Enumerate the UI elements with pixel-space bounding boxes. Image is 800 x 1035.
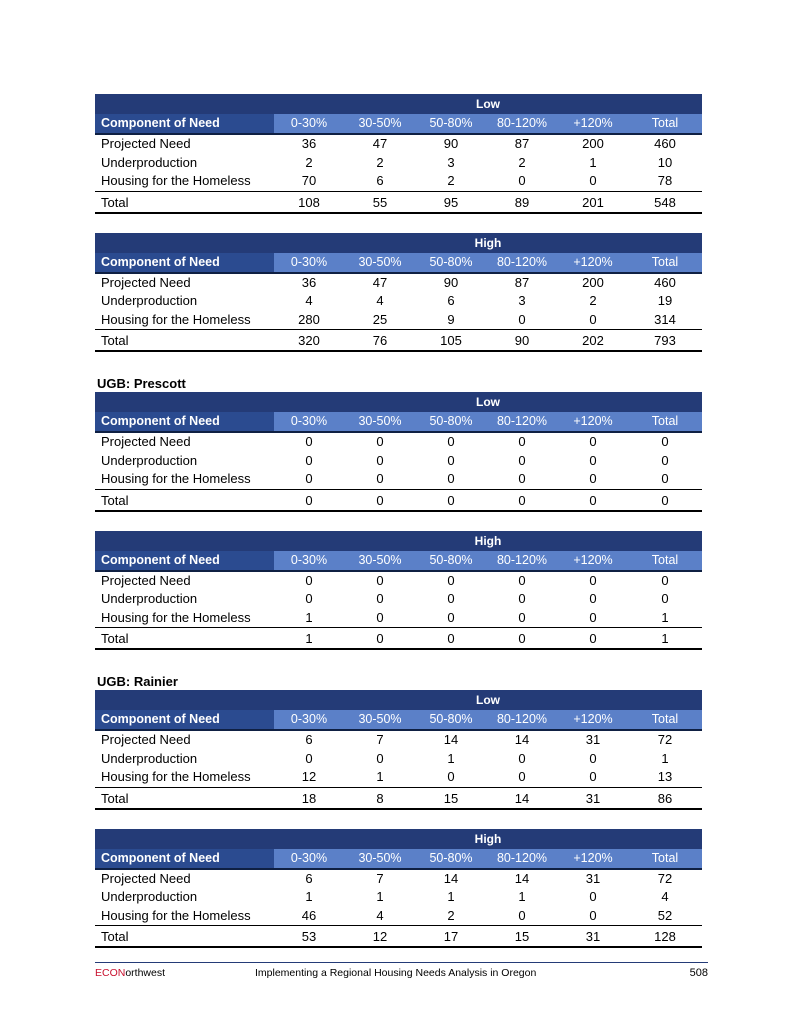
data-row — [95, 590, 702, 609]
total-cell: 0 — [376, 631, 384, 646]
data-row — [95, 135, 702, 154]
header-income-bracket: 80-120% — [486, 849, 558, 868]
data-cell: 0 — [589, 889, 597, 904]
total-cell: 128 — [654, 929, 676, 944]
data-cell: 72 — [657, 732, 673, 747]
header-income-bracket: 80-120% — [486, 412, 558, 431]
data-cell: 25 — [372, 311, 388, 327]
total-cell: 95 — [443, 194, 459, 210]
data-cell: 36 — [301, 136, 317, 151]
data-cell: 0 — [518, 769, 526, 784]
data-cell: 0 — [376, 591, 384, 606]
scenario-label: High — [474, 533, 502, 548]
header-income-bracket: +120% — [558, 849, 628, 868]
data-cell: 0 — [518, 471, 526, 486]
row-label: Underproduction — [101, 750, 198, 766]
data-cell: 6 — [305, 870, 313, 886]
data-row — [95, 572, 702, 591]
data-cell: 200 — [582, 136, 604, 151]
data-cell: 2 — [447, 173, 455, 188]
total-cell: 0 — [518, 631, 526, 646]
data-cell: 7 — [376, 732, 384, 747]
band-spacer — [95, 531, 274, 551]
data-cell: 1 — [518, 889, 526, 904]
data-cell: 46 — [301, 907, 317, 923]
data-cell: 90 — [443, 274, 459, 290]
data-cell: 9 — [447, 311, 455, 327]
need-table-low — [95, 392, 702, 512]
total-cell: 0 — [376, 492, 384, 508]
total-cell: 90 — [514, 333, 530, 348]
data-row — [95, 274, 702, 293]
header-income-bracket: 30-50% — [344, 710, 416, 729]
total-cell: 89 — [514, 194, 530, 210]
column-header-row — [95, 412, 702, 433]
total-label: Total — [101, 333, 129, 348]
data-cell: 3 — [518, 293, 526, 308]
data-cell: 0 — [305, 452, 313, 468]
total-cell: 55 — [372, 194, 388, 210]
header-income-bracket: Total — [628, 114, 702, 133]
data-cell: 460 — [654, 274, 676, 290]
band-spacer — [95, 233, 274, 253]
data-cell: 36 — [301, 274, 317, 290]
scenario-band-row — [95, 233, 702, 253]
header-income-bracket: +120% — [558, 412, 628, 431]
data-row — [95, 870, 702, 889]
header-component: Component of Need — [95, 710, 274, 729]
header-component: Component of Need — [95, 412, 274, 431]
scenario-band-row — [95, 94, 702, 114]
row-label: Underproduction — [101, 452, 198, 468]
data-row — [95, 750, 702, 769]
data-cell: 1 — [661, 750, 669, 766]
total-row — [95, 331, 702, 352]
data-cell: 0 — [447, 434, 455, 449]
data-cell: 0 — [518, 750, 526, 766]
data-row — [95, 731, 702, 750]
data-cell: 0 — [305, 434, 313, 449]
need-table-high — [95, 829, 702, 949]
column-header-row — [95, 849, 702, 870]
data-cell: 31 — [585, 870, 601, 886]
data-cell: 90 — [443, 136, 459, 151]
data-cell: 0 — [518, 609, 526, 625]
data-cell: 4 — [661, 889, 669, 904]
data-row — [95, 470, 702, 490]
total-row — [95, 491, 702, 512]
header-income-bracket: Total — [628, 710, 702, 729]
data-cell: 10 — [657, 154, 673, 170]
data-cell: 2 — [305, 154, 313, 170]
data-cell: 0 — [376, 452, 384, 468]
total-cell: 793 — [654, 333, 676, 348]
data-cell: 0 — [376, 471, 384, 486]
data-cell: 6 — [447, 293, 455, 308]
data-cell: 1 — [661, 609, 669, 625]
data-cell: 0 — [518, 572, 526, 588]
data-cell: 87 — [514, 136, 530, 151]
scenario-label: High — [474, 235, 502, 250]
header-income-bracket: 80-120% — [486, 551, 558, 570]
data-cell: 14 — [514, 732, 530, 747]
data-cell: 0 — [589, 572, 597, 588]
header-income-bracket: 30-50% — [344, 551, 416, 570]
need-table-high — [95, 233, 702, 353]
header-income-bracket: 0-30% — [274, 114, 344, 133]
section-spacer — [95, 352, 702, 375]
data-cell: 3 — [447, 154, 455, 170]
row-label: Projected Need — [101, 136, 191, 151]
header-income-bracket: 30-50% — [344, 849, 416, 868]
band-spacer — [95, 829, 274, 849]
data-cell: 6 — [376, 173, 384, 188]
data-cell: 14 — [443, 870, 459, 886]
data-cell: 0 — [376, 609, 384, 625]
table-spacer — [95, 214, 702, 233]
data-cell: 0 — [376, 572, 384, 588]
data-cell: 0 — [589, 907, 597, 923]
data-cell: 0 — [447, 471, 455, 486]
total-cell: 17 — [443, 929, 459, 944]
need-table-low — [95, 94, 702, 214]
row-label: Underproduction — [101, 889, 198, 904]
data-cell: 0 — [447, 769, 455, 784]
header-income-bracket: 50-80% — [416, 710, 486, 729]
data-cell: 0 — [661, 572, 669, 588]
data-cell: 280 — [298, 311, 320, 327]
data-row — [95, 609, 702, 629]
data-cell: 0 — [589, 471, 597, 486]
data-cell: 2 — [376, 154, 384, 170]
data-cell: 314 — [654, 311, 676, 327]
data-cell: 87 — [514, 274, 530, 290]
row-label: Housing for the Homeless — [101, 769, 251, 784]
total-row — [95, 193, 702, 214]
data-cell: 31 — [585, 732, 601, 747]
data-cell: 0 — [589, 434, 597, 449]
total-cell: 0 — [661, 492, 669, 508]
total-cell: 76 — [372, 333, 388, 348]
data-cell: 13 — [657, 769, 673, 784]
data-row — [95, 768, 702, 788]
data-cell: 1 — [447, 750, 455, 766]
total-cell: 0 — [447, 631, 455, 646]
data-row — [95, 888, 702, 907]
header-income-bracket: 50-80% — [416, 253, 486, 272]
data-cell: 2 — [447, 907, 455, 923]
total-row — [95, 629, 702, 650]
header-income-bracket: 30-50% — [344, 412, 416, 431]
data-cell: 0 — [305, 572, 313, 588]
header-income-bracket: 50-80% — [416, 849, 486, 868]
ugb-title: UGB: Rainier — [97, 674, 178, 689]
total-cell: 8 — [376, 790, 384, 806]
total-cell: 18 — [301, 790, 317, 806]
data-cell: 2 — [518, 154, 526, 170]
data-cell: 0 — [305, 750, 313, 766]
data-cell: 1 — [376, 889, 384, 904]
tables-container — [95, 94, 702, 948]
row-label: Projected Need — [101, 434, 191, 449]
total-cell: 1 — [305, 631, 313, 646]
data-row — [95, 172, 702, 192]
header-income-bracket: 80-120% — [486, 710, 558, 729]
row-label: Underproduction — [101, 154, 198, 170]
total-label: Total — [101, 492, 129, 508]
total-cell: 53 — [301, 929, 317, 944]
data-row — [95, 154, 702, 173]
row-label: Underproduction — [101, 591, 198, 606]
data-cell: 19 — [657, 293, 673, 308]
row-label: Housing for the Homeless — [101, 311, 251, 327]
footer-page-number: 508 — [689, 967, 708, 979]
data-cell: 460 — [654, 136, 676, 151]
data-cell: 0 — [518, 311, 526, 327]
need-table-low — [95, 690, 702, 810]
total-cell: 201 — [582, 194, 604, 210]
total-cell: 0 — [447, 492, 455, 508]
column-header-row — [95, 114, 702, 135]
total-label: Total — [101, 929, 129, 944]
scenario-band-row — [95, 392, 702, 412]
header-income-bracket: 0-30% — [274, 710, 344, 729]
page-footer — [95, 962, 708, 981]
header-component: Component of Need — [95, 849, 274, 868]
band-spacer — [95, 392, 274, 412]
data-cell: 0 — [518, 452, 526, 468]
total-label: Total — [101, 790, 129, 806]
data-cell: 0 — [305, 471, 313, 486]
data-cell: 0 — [589, 750, 597, 766]
data-cell: 4 — [376, 293, 384, 308]
column-header-row — [95, 551, 702, 572]
data-cell: 0 — [447, 452, 455, 468]
total-cell: 0 — [589, 631, 597, 646]
total-cell: 548 — [654, 194, 676, 210]
band-spacer — [95, 94, 274, 114]
data-cell: 4 — [376, 907, 384, 923]
row-label: Housing for the Homeless — [101, 173, 251, 188]
header-income-bracket: 0-30% — [274, 849, 344, 868]
data-cell: 14 — [443, 732, 459, 747]
data-cell: 0 — [447, 609, 455, 625]
total-cell: 0 — [518, 492, 526, 508]
data-cell: 0 — [518, 173, 526, 188]
column-header-row — [95, 253, 702, 274]
header-income-bracket: Total — [628, 253, 702, 272]
header-income-bracket: 0-30% — [274, 551, 344, 570]
data-cell: 0 — [589, 173, 597, 188]
data-cell: 4 — [305, 293, 313, 308]
data-cell: 0 — [447, 572, 455, 588]
need-table-high — [95, 531, 702, 651]
footer-brand — [95, 967, 165, 979]
data-cell: 70 — [301, 173, 317, 188]
table-spacer — [95, 512, 702, 531]
total-cell: 15 — [443, 790, 459, 806]
data-cell: 47 — [372, 136, 388, 151]
header-income-bracket: Total — [628, 849, 702, 868]
total-cell: 12 — [372, 929, 388, 944]
table-spacer — [95, 810, 702, 829]
scenario-label: Low — [476, 693, 500, 707]
total-label: Total — [101, 631, 129, 646]
band-spacer — [95, 690, 274, 710]
scenario-band-row — [95, 531, 702, 551]
header-income-bracket: +120% — [558, 551, 628, 570]
column-header-row — [95, 710, 702, 731]
brand-rest: orthwest — [125, 967, 166, 979]
row-label: Projected Need — [101, 870, 191, 886]
data-cell: 7 — [376, 870, 384, 886]
data-cell: 0 — [376, 434, 384, 449]
total-cell: 15 — [514, 929, 530, 944]
ugb-title: UGB: Prescott — [97, 376, 186, 391]
row-label: Projected Need — [101, 274, 191, 290]
total-cell: 0 — [305, 492, 313, 508]
data-cell: 14 — [514, 870, 530, 886]
header-income-bracket: +120% — [558, 253, 628, 272]
total-cell: 320 — [298, 333, 320, 348]
row-label: Housing for the Homeless — [101, 907, 251, 923]
header-component: Component of Need — [95, 114, 274, 133]
data-cell: 2 — [589, 293, 597, 308]
brand-econ: ECON — [95, 967, 126, 979]
scenario-label: High — [474, 831, 502, 846]
header-component: Component of Need — [95, 551, 274, 570]
header-income-bracket: Total — [628, 412, 702, 431]
header-income-bracket: 30-50% — [344, 114, 416, 133]
row-label: Underproduction — [101, 293, 198, 308]
data-cell: 200 — [582, 274, 604, 290]
data-cell: 1 — [305, 889, 313, 904]
header-income-bracket: 0-30% — [274, 253, 344, 272]
data-cell: 0 — [661, 452, 669, 468]
total-cell: 105 — [440, 333, 462, 348]
data-cell: 1 — [589, 154, 597, 170]
data-cell: 12 — [301, 769, 317, 784]
total-cell: 31 — [585, 929, 601, 944]
data-cell: 78 — [657, 173, 673, 188]
total-label: Total — [101, 194, 129, 210]
data-cell: 1 — [376, 769, 384, 784]
data-row — [95, 433, 702, 452]
total-cell: 86 — [657, 790, 673, 806]
header-income-bracket: 0-30% — [274, 412, 344, 431]
total-cell: 0 — [589, 492, 597, 508]
data-cell: 0 — [518, 907, 526, 923]
data-cell: 52 — [657, 907, 673, 923]
data-cell: 72 — [657, 870, 673, 886]
data-cell: 0 — [518, 434, 526, 449]
data-cell: 0 — [661, 591, 669, 606]
total-cell: 31 — [585, 790, 601, 806]
section-spacer — [95, 650, 702, 673]
data-row — [95, 311, 702, 331]
header-income-bracket: +120% — [558, 710, 628, 729]
total-cell: 108 — [298, 194, 320, 210]
header-income-bracket: +120% — [558, 114, 628, 133]
data-cell: 0 — [447, 591, 455, 606]
header-component: Component of Need — [95, 253, 274, 272]
data-cell: 47 — [372, 274, 388, 290]
data-cell: 0 — [518, 591, 526, 606]
scenario-label: Low — [476, 97, 500, 111]
data-cell: 0 — [589, 591, 597, 606]
data-row — [95, 907, 702, 927]
row-label: Projected Need — [101, 572, 191, 588]
data-cell: 0 — [589, 311, 597, 327]
data-row — [95, 292, 702, 311]
total-row — [95, 789, 702, 810]
header-income-bracket: 80-120% — [486, 253, 558, 272]
data-cell: 1 — [447, 889, 455, 904]
header-income-bracket: 30-50% — [344, 253, 416, 272]
header-income-bracket: 80-120% — [486, 114, 558, 133]
total-cell: 14 — [514, 790, 530, 806]
data-cell: 0 — [589, 452, 597, 468]
data-row — [95, 452, 702, 471]
data-cell: 0 — [661, 471, 669, 486]
data-cell: 0 — [376, 750, 384, 766]
total-cell: 1 — [661, 631, 669, 646]
header-income-bracket: 50-80% — [416, 412, 486, 431]
total-row — [95, 927, 702, 948]
header-income-bracket: Total — [628, 551, 702, 570]
total-cell: 202 — [582, 333, 604, 348]
data-cell: 0 — [661, 434, 669, 449]
data-cell: 0 — [589, 609, 597, 625]
data-cell: 6 — [305, 732, 313, 747]
header-income-bracket: 50-80% — [416, 114, 486, 133]
row-label: Projected Need — [101, 732, 191, 747]
data-cell: 0 — [589, 769, 597, 784]
data-cell: 1 — [305, 609, 313, 625]
row-label: Housing for the Homeless — [101, 471, 251, 486]
row-label: Housing for the Homeless — [101, 609, 251, 625]
scenario-label: Low — [476, 395, 500, 409]
scenario-band-row — [95, 690, 702, 710]
footer-document-title: Implementing a Regional Housing Needs Analysis in Oregon — [255, 967, 537, 979]
header-income-bracket: 50-80% — [416, 551, 486, 570]
scenario-band-row — [95, 829, 702, 849]
data-cell: 0 — [305, 591, 313, 606]
